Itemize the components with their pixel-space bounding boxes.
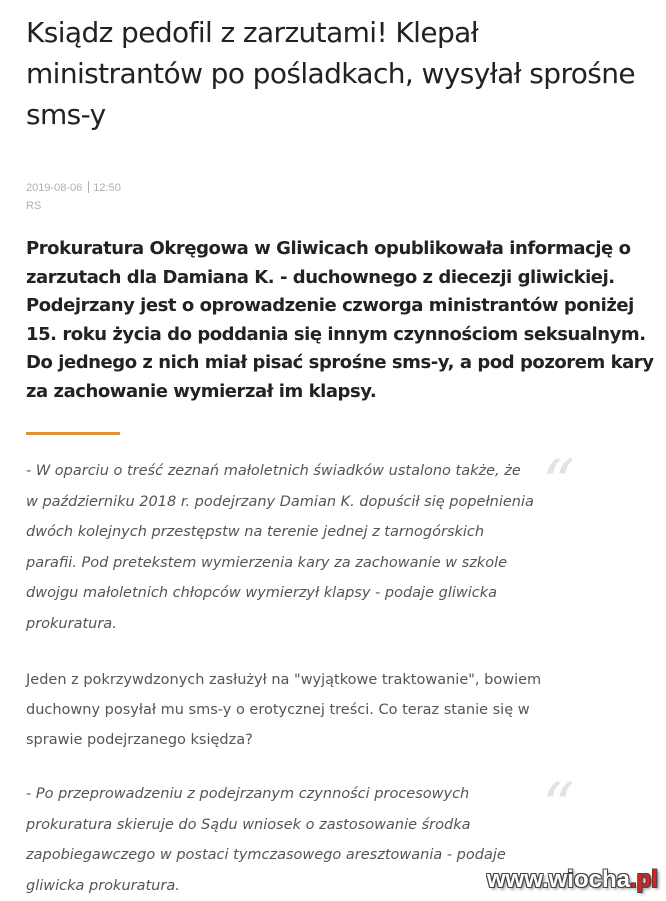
quote-mark-icon: “ [542, 447, 575, 521]
watermark-site: www.wiocha [486, 866, 630, 893]
article-paragraph-1: Jeden z pokrzywdzonych zasłużył na "wyjątkowe traktowanie", bowiem duchowny posyłał mu sms-y o erotycznej treści. Co teraz stanie się w sprawie podejrzanego księdza? [26, 672, 542, 748]
meta-separator [88, 181, 89, 193]
quote-text-2: - Po przeprowadzeniu z podejrzanym czynności procesowych prokuratura skieruje do Sądu wniosek o zastosowanie środka zapobiegawczego w postaci tymczasowego aresztowania - podaje gliwicka prokuratura. [26, 786, 506, 894]
article-time: 12:50 [93, 182, 121, 194]
quote-mark-icon: “ [542, 770, 575, 844]
article [26, 0, 660, 901]
article-author: RS [26, 200, 42, 212]
accent-divider [26, 432, 120, 435]
article-date: 2019-08-06 [26, 182, 83, 194]
article-lead: Prokuratura Okręgowa w Gliwicach opublikowała informację o zarzutach dla Damiana K. - duchownego z diecezji gliwickiej. Podejrzany jest o oprowadzenie czworga ministrantów poniżej 15. roku życia do poddania się innym czynnościom seksualnym. Do jednego z nich miał pisać sprośne sms-y, a pod pozorem kary za zachowanie wymierzał im klapsy. [26, 238, 654, 402]
article-headline: Ksiądz pedofil z zarzutami! Klepał ministrantów po pośladkach, wysyłał sprośne sms-y [26, 16, 636, 131]
site-watermark [487, 866, 658, 894]
quote-text-1: - W oparciu o treść zeznań małoletnich świadków ustalono także, że w październiku 2018 r. podejrzany Damian K. dopuścił się popełnienia dwóch kolejnych przestępstw na terenie jednej z tarnogórskich parafii. Pod pretekstem wymierzenia kary za zachowanie w szkole dwojgu małoletnich chłopców wymierzył klapsy - podaje gliwicka prokuratura. [26, 463, 534, 632]
quote-block-1 [26, 447, 575, 639]
article-meta [26, 179, 660, 215]
watermark-tld: .pl [630, 866, 658, 893]
article-datetime [26, 179, 660, 197]
